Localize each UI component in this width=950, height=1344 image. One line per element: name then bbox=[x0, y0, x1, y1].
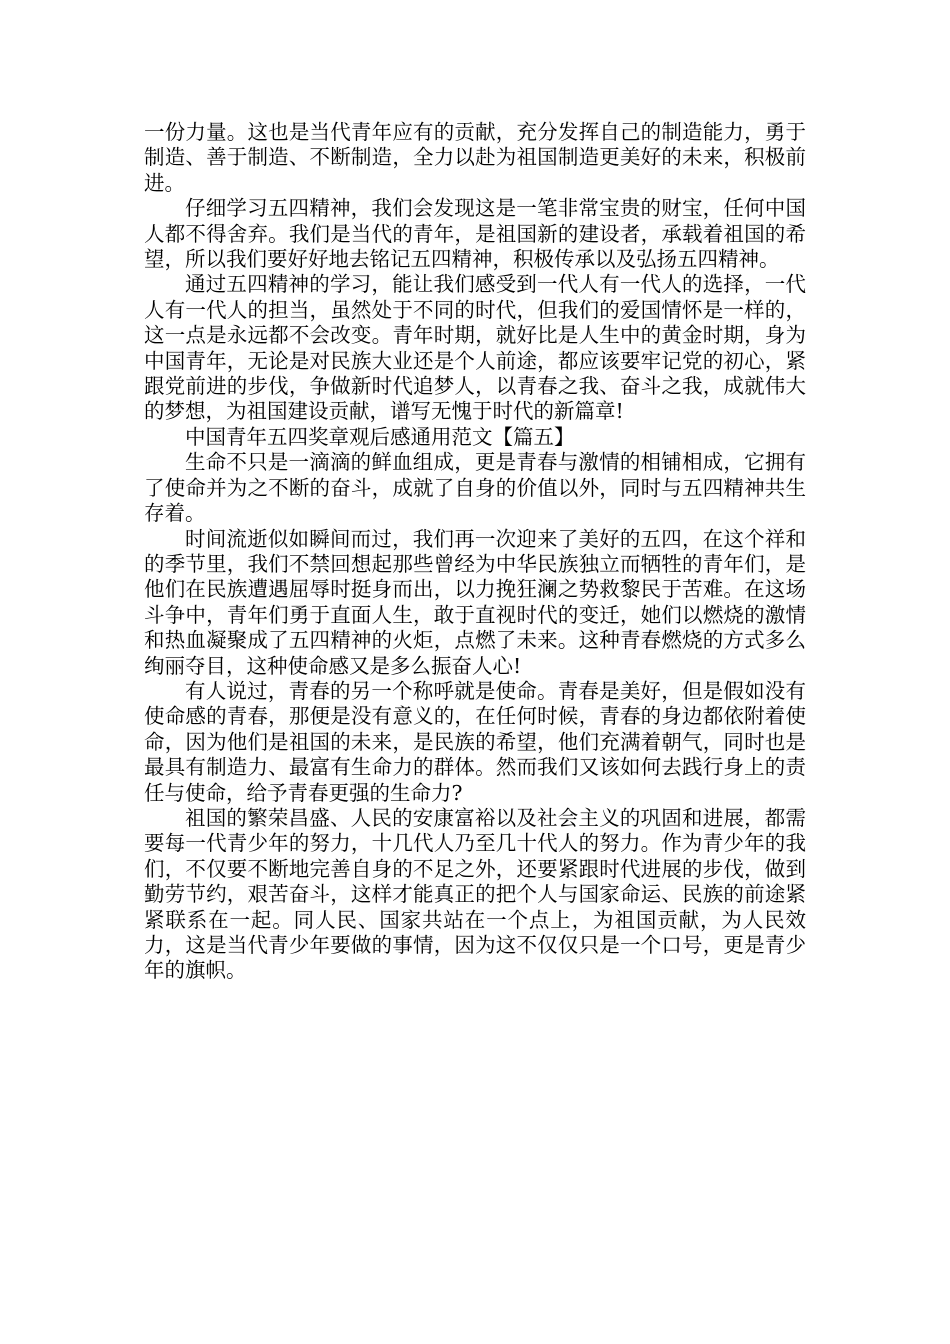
document-page bbox=[144, 120, 806, 984]
paragraph-life-mission: 生命不只是一滴滴的鲜血组成，更是青春与激情的相铺相成，它拥有了使命并为之不断的奋斗，成就了自身的价值以外，同时与五四精神共生存着。 bbox=[144, 450, 806, 526]
paragraph-youth-mission: 有人说过，青春的另一个称呼就是使命。青春是美好，但是假如没有使命感的青春，那便是没有意义的，在任何时候，青春的身边都依附着使命，因为他们是祖国的未来，是民族的希望，他们充满着朝气，同时也是最具有制造力、最富有生命力的群体。然而我们又该如何去践行身上的责任与使命，给予青春更强的生命力? bbox=[144, 678, 806, 805]
paragraph-generation-choice: 通过五四精神的学习，能让我们感受到一代人有一代人的选择，一代人有一代人的担当，虽然处于不同的时代，但我们的爱国情怀是一样的，这一点是永远都不会改变。青年时期，就好比是人生中的黄金时期，身为中国青年，无论是对民族大业还是个人前途，都应该要牢记党的初心，紧跟党前进的步伐，争做新时代追梦人，以青春之我、奋斗之我，成就伟大的梦想，为祖国建设贡献，谱写无愧于时代的新篇章! bbox=[144, 272, 806, 424]
paragraph-nation-prosperity: 祖国的繁荣昌盛、人民的安康富裕以及社会主义的巩固和进展，都需要每一代青少年的努力，十几代人乃至几十代人的努力。作为青少年的我们，不仅要不断地完善自身的不足之外，还要紧跟时代进展的步伐，做到勤劳节约，艰苦奋斗，这样才能真正的把个人与国家命运、民族的前途紧紧联系在一起。同人民、国家共站在一个点上，为祖国贡献，为人民效力，这是当代青少年要做的事情，因为这不仅仅只是一个口号，更是青少年的旗帜。 bbox=[144, 805, 806, 983]
paragraph-study-spirit: 仔细学习五四精神，我们会发现这是一笔非常宝贵的财宝，任何中国人都不得舍弃。我们是当代的青年，是祖国新的建设者，承载着祖国的希望，所以我们要好好地去铭记五四精神，积极传承以及弘扬五四精神。 bbox=[144, 196, 806, 272]
section-heading-part-five: 中国青年五四奖章观后感通用范文【篇五】 bbox=[185, 424, 575, 449]
paragraph-continuation: 一份力量。这也是当代青年应有的贡献，充分发挥自己的制造能力，勇于制造、善于制造、不断制造，全力以赴为祖国制造更美好的未来，积极前进。 bbox=[144, 120, 806, 195]
paragraph-time-flows: 时间流逝似如瞬间而过，我们再一次迎来了美好的五四，在这个祥和的季节里，我们不禁回想起那些曾经为中华民族独立而牺牲的青年们，是他们在民族遭遇屈辱时挺身而出，以力挽狂澜之势救黎民于苦难。在这场斗争中，青年们勇于直面人生，敢于直视时代的变迁，她们以燃烧的激情和热血凝聚成了五四精神的火炬，点燃了未来。这种青春燃烧的方式多么绚丽夺目，这种使命感又是多么振奋人心! bbox=[144, 526, 806, 678]
